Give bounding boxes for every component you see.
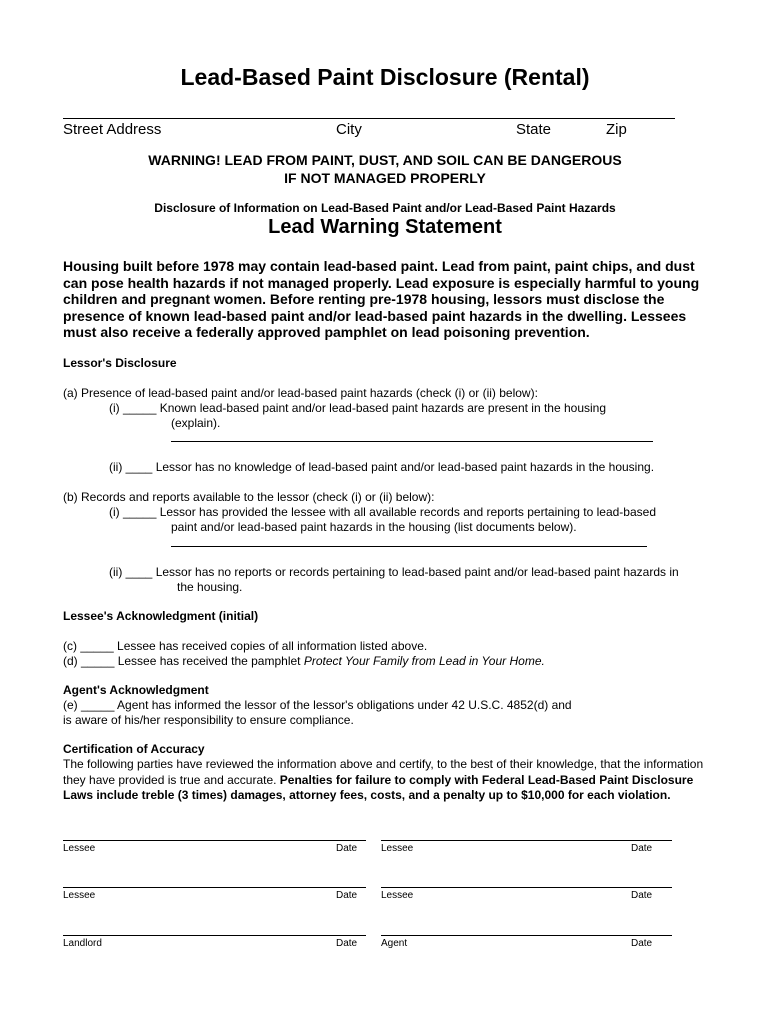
disclosure-subtitle: Disclosure of Information on Lead-Based Paint and/or Lead-Based Paint Hazards (154, 201, 616, 215)
city-label: City (336, 121, 362, 138)
item-b-i-line2: paint and/or lead-based paint hazards in the housing (list documents below). (171, 520, 577, 534)
certification-text (63, 757, 713, 804)
address-line[interactable] (63, 118, 675, 119)
warning-line-2: IF NOT MANAGED PROPERLY (284, 170, 486, 186)
item-e-line2: is aware of his/her responsibility to ensure compliance. (63, 713, 354, 727)
signature-label: Lessee (63, 890, 96, 901)
item-e-line1[interactable]: (e) _____ Agent has informed the lessor of the lessor's obligations under 42 U.S.C. 4852(d) and (63, 698, 572, 712)
signature-line[interactable] (63, 935, 366, 936)
item-a-i-line1[interactable]: (i) _____ Known lead-based paint and/or lead-based paint hazards are present in the housing (109, 401, 607, 415)
signature-line[interactable] (63, 887, 366, 888)
date-label: Date (631, 938, 653, 949)
lessee-acknowledgment-heading: Lessee's Acknowledgment (initial) (63, 609, 259, 623)
street-address-label: Street Address (63, 121, 162, 138)
state-label: State (516, 121, 552, 138)
signature-line[interactable] (63, 840, 366, 841)
item-c-text[interactable]: (c) _____ Lessee has received copies of all information listed above. (63, 639, 428, 653)
date-label: Date (631, 890, 653, 901)
date-label: Date (336, 938, 358, 949)
signature-line[interactable] (381, 935, 672, 936)
signature-label: Lessee (381, 843, 414, 854)
lessor-disclosure-heading: Lessor's Disclosure (63, 356, 177, 370)
item-b-text: (b) Records and reports available to the lessor (check (i) or (ii) below): (63, 490, 435, 504)
page-title: Lead-Based Paint Disclosure (Rental) (180, 64, 590, 90)
lead-warning-statement: Housing built before 1978 may contain lead-based paint. Lead from paint, paint chips, and dust can pose health hazards if not managed properly. Lead exposure is especially harmful to young children and pregnant women. Before renting pre-1978 housing, lessors must disclose the presence of known lead-based paint and/or lead-based paint hazards in the dwelling. Lessees must also receive a federally approved pamphlet on lead poisoning prevention. (63, 258, 700, 340)
item-a-i-line2: (explain). (171, 416, 221, 430)
zip-label: Zip (606, 121, 627, 138)
certification-penalty: Penalties for failure to comply with Federal Lead-Based Paint Disclosure Laws include treble (3 times) damages, attorney fees, costs, and a penalty up to $10,000 for each violation. (63, 772, 694, 802)
date-label: Date (631, 843, 653, 854)
item-d-text[interactable] (63, 654, 545, 669)
item-b-ii-line1[interactable]: (ii) ____ Lessor has no reports or records pertaining to lead-based paint and/or lead-based paint hazards in (109, 565, 679, 579)
signature-label: Lessee (63, 843, 96, 854)
date-label: Date (336, 843, 358, 854)
explain-line[interactable] (171, 441, 653, 442)
item-d-prefix: (d) _____ Lessee has received the pamphlet (63, 654, 304, 668)
pamphlet-title: Protect Your Family from Lead in Your Home. (303, 654, 545, 668)
warning-line-1: WARNING! LEAD FROM PAINT, DUST, AND SOIL CAN BE DANGEROUS (148, 152, 622, 168)
signature-label: Lessee (381, 890, 414, 901)
item-a-ii[interactable]: (ii) ____ Lessor has no knowledge of lead-based paint and/or lead-based paint hazards in the housing. (109, 460, 655, 474)
signature-label: Agent (381, 938, 408, 949)
lead-warning-heading: Lead Warning Statement (268, 216, 502, 238)
documents-line[interactable] (171, 546, 647, 547)
certification-heading: Certification of Accuracy (63, 742, 205, 756)
signature-label: Landlord (63, 938, 102, 949)
item-b-i-line1[interactable]: (i) _____ Lessor has provided the lessee with all available records and reports pertaining to lead-based (109, 505, 656, 519)
certification-normal: The following parties have reviewed the information above and certify, to the best of their knowledge, that the information they have provided is true and accurate. (63, 757, 704, 787)
agent-acknowledgment-heading: Agent's Acknowledgment (63, 683, 209, 697)
signature-line[interactable] (381, 887, 672, 888)
signature-line[interactable] (381, 840, 672, 841)
item-b-ii-line2: the housing. (177, 580, 243, 594)
date-label: Date (336, 890, 358, 901)
item-a-text: (a) Presence of lead-based paint and/or lead-based paint hazards (check (i) or (ii) below): (63, 386, 538, 400)
